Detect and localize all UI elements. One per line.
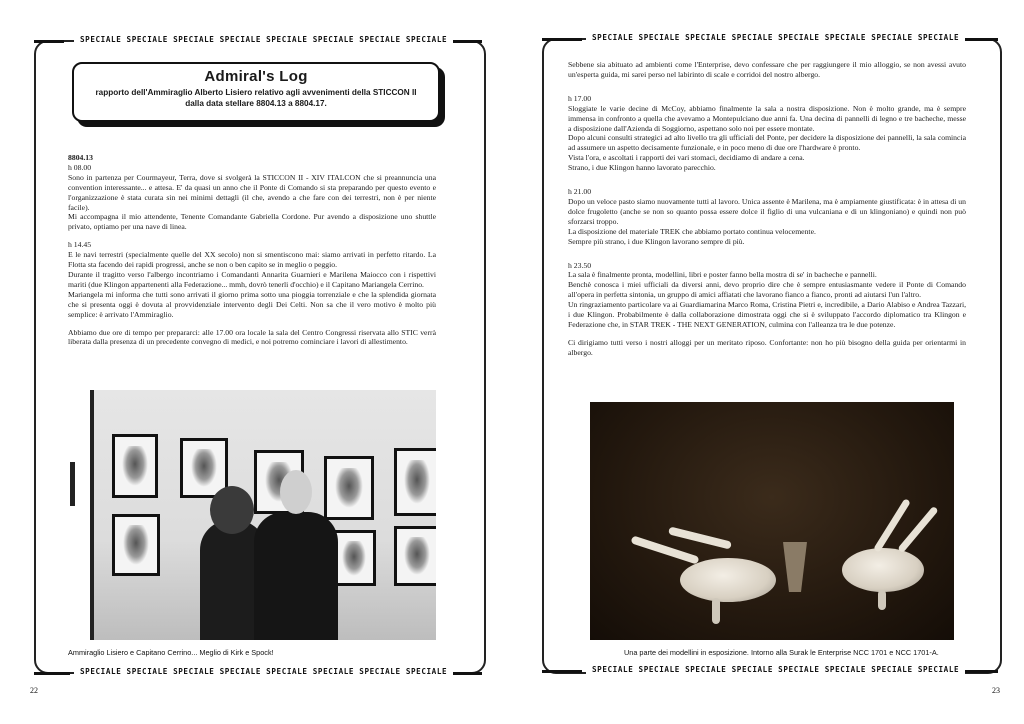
right-article-text (568, 60, 966, 358)
entry-time: h 14.45 (68, 240, 92, 250)
entry-time: h 21.00 (568, 187, 592, 197)
paragraph: Mariangela mi informa che tutti sono arrivati il giorno prima sotto una pioggia torrenziale e che la splendida giornata che si presenta oggi è dovuta al provvidenziale intervento degli Dei Celti. Non sa che il vero motivo è molto più semplice: è arrivato l'Ammiraglio. (68, 289, 436, 319)
paragraph: Abbiamo due ore di tempo per prepararci: alle 17.00 ora locale la sala del Centro Congressi riservata allo STIC verrà liberata dalla presenza di un precedente convegno di medici, e noi potremo cominciare i lavori di allestimento. (68, 327, 436, 347)
left-article-text (68, 153, 436, 347)
artwork-frame (394, 526, 436, 586)
paragraph: La sala è finalmente pronta, modellini, libri e poster fanno bella mostra di se' in bacheche e pannelli. (568, 270, 877, 280)
entry-time: h 23.50 (568, 260, 592, 270)
right-page (512, 0, 1024, 724)
paragraph: Sempre più strano, i due Klingon lavorano sempre di più. (568, 236, 745, 246)
paragraph: La disposizione del materiale TREK che abbiamo portato continua velocemente. (568, 226, 816, 236)
paragraph: Sloggiate le varie decine di McCoy, abbiamo finalmente la sala a nostra disposizione. Non è molto grande, ma è sempre immensa in confronto a quella che avevamo a Montepulciano due anni fa. Una decina di pannelli di legno e tre bacheche, messe a disposizione dall'Azienda di Soggiorno, aspettano solo noi per essere montate. (568, 103, 966, 133)
stand (712, 598, 720, 624)
page-number: 22 (30, 686, 38, 695)
page-number: 23 (992, 686, 1000, 695)
enterprise-model-right (842, 548, 924, 592)
paragraph: Strano, i due Klingon hanno lavorato parecchio. (568, 163, 716, 173)
person-man (254, 512, 338, 640)
stardate: 8804.13 (68, 153, 93, 162)
left-photo-caption: Ammiraglio Lisiero e Capitano Cerrino... Meglio di Kirk e Spock! (68, 648, 274, 657)
entry-time: h 08.00 (68, 162, 92, 172)
paragraph: E le navi terrestri (specialmente quelle del XX secolo) non si smentiscono mai: siamo arrivati in perfetto ritardo. La Flotta sta facendo dei rapidi progressi, anche se non o ben capito se in meglio o peggio. (68, 250, 436, 270)
man-head (280, 470, 312, 514)
woman-head (210, 486, 254, 534)
paragraph: Mi accompagna il mio attendente, Tenente Comandante Gabriella Cordone. Pur avendo a disposizione uno shuttle privato, optiamo per una nave di linea. (68, 212, 436, 232)
paragraph: Un ringraziamento particolare va ai Guardiamarina Marco Roma, Cristina Pietri e, incredibile, a Dario Alabiso e Andrea Tazzari, i due Klingon. Probabilmente è dalla collaborazione dimostrata oggi che si è sviluppato l'accordo diplomatico tra Klingon e Federazione che, in STAR TREK - THE NEXT GENERATION, culmina con l'alleanza tra le due potenze. (568, 300, 966, 329)
top-banner-rule-left (34, 40, 64, 43)
paragraph: Ci dirigiamo tutti verso i nostri alloggi per un meritato riposo. Confortante: non ho più bisogno della guida per orientarmi in albergo. (568, 337, 966, 357)
photo-edge-mark (70, 462, 75, 506)
paragraph: Durante il tragitto verso l'albergo incontriamo i Comandanti Annarita Guarnieri e Marilena Maiocco con i rispettivi mariti (due Klingon appartenenti alla Federazione... mmh, dovrò tenerli d'occhio) e il Capitano Mariangela Cerrino. (68, 269, 436, 289)
paragraph: Benchè conosca i miei ufficiali da diversi anni, devo proprio dire che è sempre entusiasmante vedere il Ponte di Comando all'opera in perfetta sintonia, un gruppo di amici affiatati che lavorano fianco a fianco, pronti ad aiutarsi l'un l'altro. (568, 280, 966, 300)
top-banner: SPECIALE SPECIALE SPECIALE SPECIALE SPECIALE SPECIALE SPECIALE SPECIALE (74, 35, 453, 44)
log-title: Admiral's Log (204, 68, 308, 85)
admiral-captain-photo (90, 390, 436, 640)
starship-models-photo (590, 402, 954, 640)
paragraph: Vista l'ora, e ascoltati i rapporti dei vari stomaci, decidiamo di andare a cena. (568, 153, 805, 163)
bottom-banner-rule-left (542, 670, 582, 673)
log-subtitle: rapporto dell'Ammiraglio Alberto Lisiero relativo agli avvenimenti della STICCON II dalla data stellare 8804.13 a 8804.17. (95, 88, 417, 108)
artwork-frame (112, 514, 160, 576)
paragraph: Dopo un veloce pasto siamo nuovamente tutti al lavoro. Unica assente è Marilena, ma è ampiamente giustificata: è in attesa di un dolce frugoletto (anche se non so quanto possa essere dolce il figlio di una vulcaniana e di un klingoniano) e quindi non può sforzarsi troppo. (568, 196, 966, 226)
top-banner-rule-left (542, 38, 582, 41)
right-photo-caption: Una parte dei modellini in esposizione. Intorno alla Surak le Enterprise NCC 1701 e NCC 1701-A. (624, 648, 939, 657)
bottom-banner-rule-left (34, 672, 70, 675)
surak-model (780, 542, 810, 592)
paragraph: Sebbene sia abituato ad ambienti come l'Enterprise, devo confessare che per raggiungere il mio alloggio, se non avessi avuto un'esperta guida, mi sarei perso nel labirinto di scale e corridoi del nostro albergo. (568, 60, 966, 79)
top-banner: SPECIALE SPECIALE SPECIALE SPECIALE SPECIALE SPECIALE SPECIALE SPECIALE (586, 33, 965, 42)
artwork-frame (394, 448, 436, 516)
artwork-frame (332, 530, 376, 586)
bottom-banner: SPECIALE SPECIALE SPECIALE SPECIALE SPECIALE SPECIALE SPECIALE SPECIALE (74, 667, 453, 676)
stand (878, 590, 886, 610)
enterprise-model-left (680, 558, 776, 602)
paragraph: Dopo alcuni consulti strategici ad alto livello tra gli ufficiali del Ponte, per decidere la disposizione dei pannelli, la sala comincia ad assumere un aspetto decisamente funzionale, e in poco meno di due ore l'hardware è pronto. (568, 133, 966, 153)
paragraph: Sono in partenza per Courmayeur, Terra, dove si svolgerà la STICCON II - XIV ITALCON che si preannuncia una convention interessante... e attesa. E' da quasi un anno che il Ponte di Comando si sta preparando per questo evento e l'organizzazione è stata curata sin nei minimi dettagli (il che, avendo a che fare con dei terrestri, non è per niente facile). (68, 172, 436, 212)
artwork-frame (112, 434, 158, 498)
artwork-frame (324, 456, 374, 520)
admirals-log-header (72, 62, 440, 122)
entry-time: h 17.00 (568, 93, 592, 103)
nacelle (668, 526, 732, 549)
bottom-banner: SPECIALE SPECIALE SPECIALE SPECIALE SPECIALE SPECIALE SPECIALE SPECIALE (586, 665, 965, 674)
nacelle (630, 535, 699, 564)
